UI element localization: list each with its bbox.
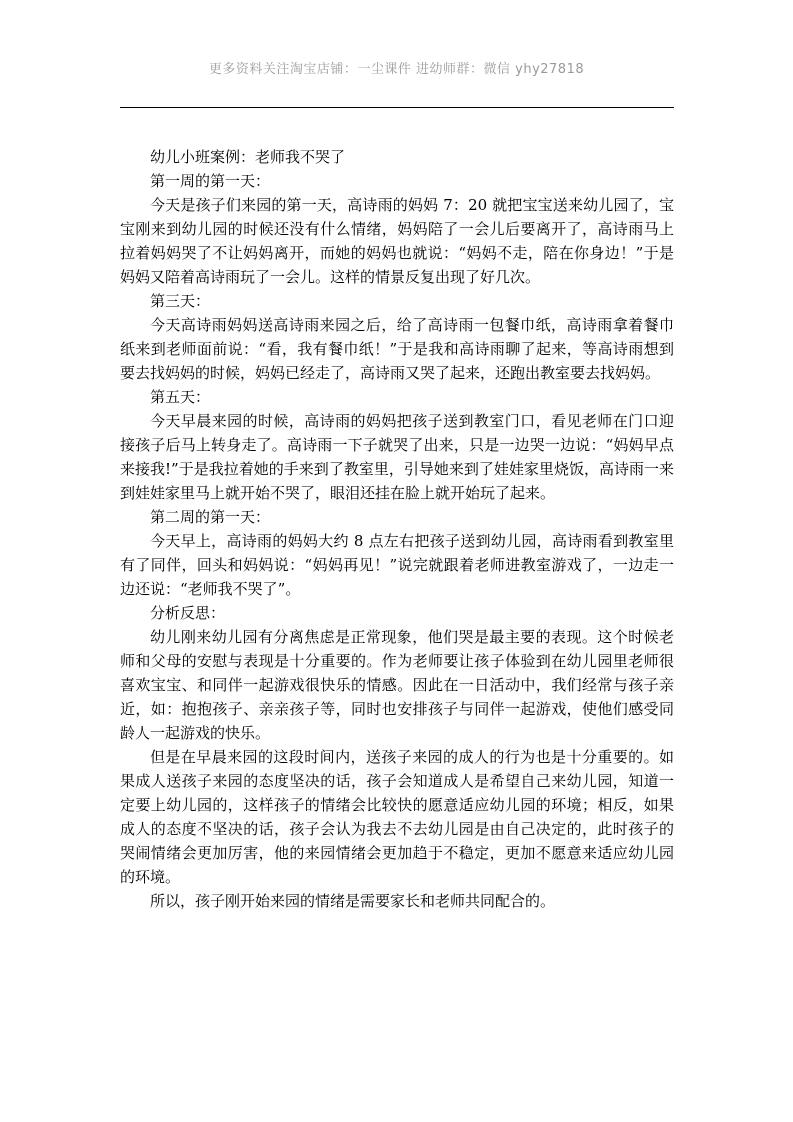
header-rule bbox=[120, 107, 674, 108]
section-heading-week2-day1: 第二周的第一天： bbox=[150, 508, 271, 526]
section-heading-day3: 第三天： bbox=[150, 292, 211, 310]
section-heading-week1-day1: 第一周的第一天： bbox=[150, 172, 271, 190]
paragraph-week2-day1: 今天早上，高诗雨的妈妈大约 8 点左右把孩子送到幼儿园，高诗雨看到教室里有了同伴，回头和妈妈说：“妈妈再见！”说完就跟着老师进教室游戏了，一边走一边还说：“老师我不哭了”。 bbox=[120, 532, 674, 598]
paragraph-week1-day1: 今天是孩子们来园的第一天，高诗雨的妈妈 7：20 就把宝宝送来幼儿园了，宝宝刚来到幼儿园的时候还没有什么情绪，妈妈陪了一会儿后要离开了，高诗雨马上拉着妈妈哭了不让妈妈离开，而她的妈妈也就说：“妈妈不走，陪在你身边！”于是妈妈又陪着高诗雨玩了一会儿。这样的情景反复出现了好几次。 bbox=[120, 196, 674, 286]
document-body bbox=[120, 145, 674, 913]
paragraph-day3: 今天高诗雨妈妈送高诗雨来园之后，给了高诗雨一包餐巾纸，高诗雨拿着餐巾纸来到老师面前说：“看，我有餐巾纸！”于是我和高诗雨聊了起来，等高诗雨想到要去找妈妈的时候，妈妈已经走了，高诗雨又哭了起来，还跑出教室要去找妈妈。 bbox=[120, 316, 674, 382]
paragraph-day5: 今天早晨来园的时候，高诗雨的妈妈把孩子送到教室门口，看见老师在门口迎接孩子后马上转身走了。高诗雨一下子就哭了出来，只是一边哭一边说：“妈妈早点来接我!”于是我拉着她的手来到了教室里，引导她来到了娃娃家里烧饭，高诗雨一来到娃娃家里马上就开始不哭了，眼泪还挂在脸上就开始玩了起来。 bbox=[120, 412, 674, 502]
document-title: 幼儿小班案例：老师我不哭了 bbox=[150, 148, 346, 166]
section-heading-day5: 第五天： bbox=[150, 388, 211, 406]
paragraph-reflection-1: 幼儿刚来幼儿园有分离焦虑是正常现象，他们哭是最主要的表现。这个时候老师和父母的安慰与表现是十分重要的。作为老师要让孩子体验到在幼儿园里老师很喜欢宝宝、和同伴一起游戏很快乐的情感。因此在一日活动中，我们经常与孩子亲近，如：抱抱孩子、亲亲孩子等，同时也安排孩子与同伴一起游戏，使他们感受同龄人一起游戏的快乐。 bbox=[120, 628, 674, 742]
section-heading-reflection: 分析反思： bbox=[150, 604, 226, 622]
header-note: 更多资料关注淘宝店铺：一尘课件 进幼师群：微信 yhy27818 bbox=[208, 62, 585, 77]
paragraph-reflection-2: 但是在早晨来园的这段时间内，送孩子来园的成人的行为也是十分重要的。如果成人送孩子来园的态度坚决的话，孩子会知道成人是希望自己来幼儿园，知道一定要上幼儿园的，这样孩子的情绪会比较快的愿意适应幼儿园的环境；相反，如果成人的态度不坚决的话，孩子会认为我去不去幼儿园是由自己决定的，此时孩子的哭闹情绪会更加厉害，他的来园情绪会更加趋于不稳定，更加不愿意来适应幼儿园的环境。 bbox=[120, 748, 674, 886]
paragraph-conclusion: 所以，孩子刚开始来园的情绪是需要家长和老师共同配合的。 bbox=[150, 892, 556, 910]
